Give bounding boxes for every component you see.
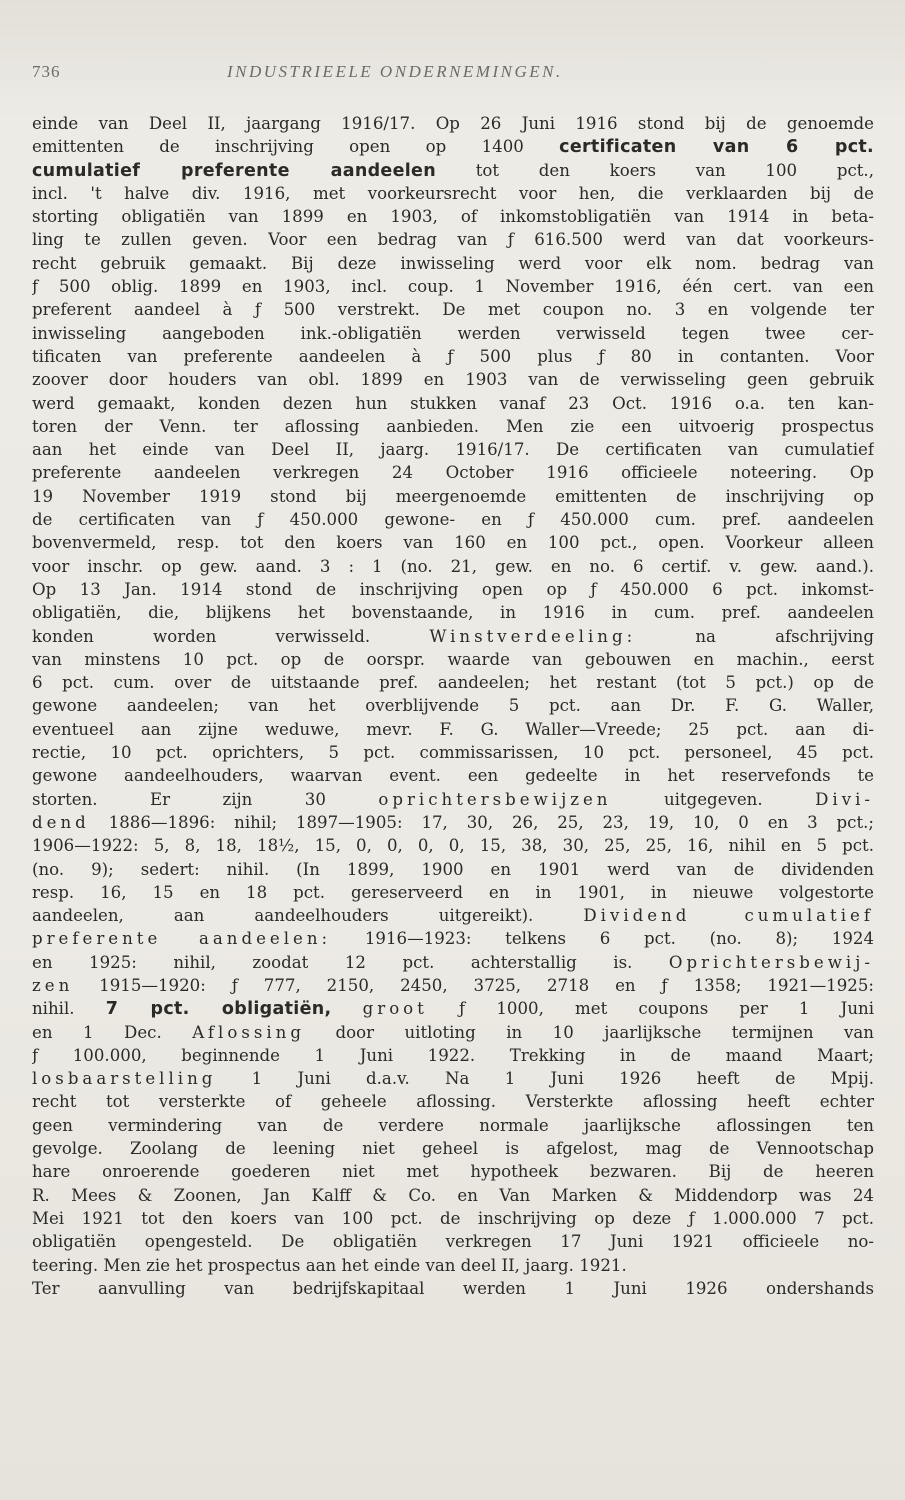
text-line [32, 1230, 874, 1253]
spaced-term: Aflossing [192, 1022, 305, 1042]
text-segment: door uitloting in 10 jaarlijksche termijnen van [304, 1022, 874, 1042]
text-line [32, 951, 874, 974]
text-segment: tificaten van preferente aandeelen à ƒ 500 plus ƒ 80 in contanten. Voor [32, 346, 874, 366]
text-segment: aandeelen, aan aandeelhouders uitgereikt). [32, 906, 584, 926]
text-line [32, 1207, 874, 1230]
text-line [32, 718, 874, 741]
text-line [32, 601, 874, 624]
text-line [32, 741, 874, 764]
text-segment: hare onroerende goederen niet met hypotheek bezwaren. Bij de heeren [32, 1162, 874, 1182]
text-segment: resp. 16, 15 en 18 pct. gereserveerd en in 1901, in nieuwe volgestorte [32, 882, 874, 902]
text-line [32, 927, 874, 950]
text-segment [331, 999, 362, 1018]
text-segment: en 1 Dec. [32, 1022, 193, 1042]
spaced-term: oprichtersbewijzen [378, 789, 612, 809]
text-segment: inwisseling aangeboden ink.-obligatiën werden verwisseld tegen twee cer- [32, 323, 874, 343]
body-text [32, 112, 874, 1300]
text-line [32, 345, 874, 368]
spaced-term: losbaarstelling [32, 1069, 217, 1089]
text-segment: recht gebruik gemaakt. Bij deze inwisseling werd voor elk nom. bedrag van [32, 253, 874, 273]
text-segment: storting obligatiën van 1899 en 1903, of inkomstobligatiën van 1914 in beta- [32, 207, 874, 227]
text-segment: toren der Venn. ter aflossing aanbieden. Men zie een uitvoerig prospectus [32, 416, 874, 436]
bold-heading: 7 pct. obligatiën, [105, 999, 332, 1020]
text-line [32, 438, 874, 461]
text-line [32, 811, 874, 834]
text-segment: geen vermindering van de verdere normale jaarlijksche aflossingen ten [32, 1115, 874, 1135]
text-segment: 1915—1920: ƒ 777, 2150, 2450, 3725, 2718 en ƒ 1358; 1921—1925: [73, 975, 874, 995]
page-header [32, 62, 873, 88]
text-line [32, 461, 874, 484]
spaced-term: groot [362, 999, 428, 1019]
text-line [32, 858, 874, 881]
text-segment: (no. 9); sedert: nihil. (In 1899, 1900 en 1901 werd van de dividenden [32, 859, 874, 879]
text-line [32, 531, 874, 554]
text-line [32, 135, 874, 158]
text-line [32, 625, 874, 648]
text-line [32, 112, 874, 135]
text-segment: bovenvermeld, resp. tot den koers van 160 en 100 pct., open. Voorkeur alleen [32, 533, 874, 553]
text-segment: rectie, 10 pct. oprichters, 5 pct. commissarissen, 10 pct. personeel, 45 pct. [32, 743, 874, 763]
text-line [32, 182, 874, 205]
page-number: 736 [32, 62, 61, 81]
text-segment: 6 pct. cum. over de uitstaande pref. aandeelen; het restant (tot 5 pct.) op de [32, 673, 874, 693]
text-segment: gevolge. Zoolang de leening niet geheel is afgelost, mag de Vennootschap [32, 1139, 874, 1159]
text-segment: Ter aanvulling van bedrijfskapitaal werden 1 Juni 1926 ondershands [32, 1278, 874, 1298]
spaced-term: Winstverdeeling: [429, 626, 637, 646]
text-line [32, 648, 874, 671]
text-line [32, 1137, 874, 1160]
text-segment: 1916—1923: telkens 6 pct. (no. 8); 1924 [331, 929, 874, 949]
spaced-term: zen [32, 975, 74, 995]
text-segment: storten. Er zijn 30 [32, 789, 379, 809]
spaced-term: Divi- [815, 789, 874, 809]
text-line [32, 694, 874, 717]
bold-heading: cumulatief preferente aandeelen [32, 160, 436, 181]
text-segment: konden worden verwisseld. [32, 626, 430, 646]
running-title: INDUSTRIEELE ONDERNEMINGEN. [227, 62, 563, 81]
text-line [32, 485, 874, 508]
text-line [32, 1184, 874, 1207]
text-line [32, 834, 874, 857]
text-segment: uitgegeven. [611, 789, 816, 809]
text-segment: ƒ 500 oblig. 1899 en 1903, incl. coup. 1 November 1916, één cert. van een [32, 277, 874, 297]
text-line [32, 1160, 874, 1183]
text-segment: incl. 't halve div. 1916, met voorkeursrecht voor hen, die verklaarden bij de [32, 183, 874, 203]
spaced-term: Oprichtersbewij- [668, 952, 874, 972]
text-segment: obligatiën, die, blijkens het bovenstaande, in 1916 in cum. pref. aandeelen [32, 603, 874, 623]
text-segment: recht tot versterkte of geheele aflossing. Versterkte aflossing heeft echter [32, 1092, 874, 1112]
text-line [32, 1277, 874, 1300]
text-segment: ƒ 1000, met coupons per 1 Juni [427, 999, 874, 1019]
text-line [32, 764, 874, 787]
spaced-term: preferente aandeelen: [32, 929, 332, 949]
text-segment: R. Mees & Zoonen, Jan Kalff & Co. en Van Marken & Middendorp was 24 [32, 1185, 874, 1205]
text-line [32, 1067, 874, 1090]
text-segment: preferent aandeel à ƒ 500 verstrekt. De met coupon no. 3 en volgende ter [32, 300, 874, 320]
text-segment: tot den koers van 100 pct., [435, 160, 874, 180]
spaced-term: dend [32, 812, 90, 832]
text-segment: werd gemaakt, konden dezen hun stukken vanaf 23 Oct. 1916 o.a. ten kan- [32, 393, 874, 413]
text-line [32, 1044, 874, 1067]
text-segment: van minstens 10 pct. op de oorspr. waarde van gebouwen en machin., eerst [32, 649, 874, 669]
text-segment: preferente aandeelen verkregen 24 October 1916 officieele noteering. Op [32, 463, 874, 483]
text-line [32, 881, 874, 904]
text-line [32, 1254, 874, 1277]
text-line [32, 508, 874, 531]
text-line [32, 788, 874, 811]
text-segment: gewone aandeelen; van het overblijvende 5 pct. aan Dr. F. G. Waller, [32, 696, 874, 716]
text-line [32, 322, 874, 345]
text-line [32, 997, 874, 1020]
text-line [32, 298, 874, 321]
text-segment: obligatiën opengesteld. De obligatiën verkregen 17 Juni 1921 officieele no- [32, 1232, 874, 1252]
text-segment: 19 November 1919 stond bij meergenoemde emittenten de inschrijving op [32, 486, 874, 506]
text-segment: nihil. [32, 999, 106, 1019]
text-line [32, 1090, 874, 1113]
text-segment: ƒ 100.000, beginnende 1 Juni 1922. Trekking in de maand Maart; [32, 1045, 874, 1065]
text-line [32, 1021, 874, 1044]
text-segment: zoover door houders van obl. 1899 en 1903 van de verwisseling geen gebruik [32, 370, 874, 390]
text-segment: 1886—1896: nihil; 1897—1905: 17, 30, 26, 25, 23, 19, 10, 0 en 3 pct.; [89, 812, 874, 832]
text-segment: einde van Deel II, jaargang 1916/17. Op 26 Juni 1916 stond bij de genoemde [32, 114, 874, 133]
text-line [32, 578, 874, 601]
text-segment: de certificaten van ƒ 450.000 gewone- en ƒ 450.000 cum. pref. aandeelen [32, 510, 874, 530]
text-segment: aan het einde van Deel II, jaarg. 1916/17. De certificaten van cumulatief [32, 440, 874, 460]
text-segment: Mei 1921 tot den koers van 100 pct. de inschrijving op deze ƒ 1.000.000 7 pct. [32, 1208, 874, 1228]
text-segment: gewone aandeelhouders, waarvan event. een gedeelte in het reservefonds te [32, 766, 874, 786]
text-line [32, 159, 874, 182]
text-segment: na afschrijving [636, 626, 874, 646]
text-line [32, 205, 874, 228]
text-line [32, 368, 874, 391]
text-line [32, 671, 874, 694]
text-line [32, 555, 874, 578]
text-segment: emittenten de inschrijving open op 1400 [32, 137, 560, 157]
text-segment: voor inschr. op gew. aand. 3 : 1 (no. 21, gew. en no. 6 certif. v. gew. aand.). [32, 556, 874, 576]
text-line [32, 904, 874, 927]
text-segment: teering. Men zie het prospectus aan het einde van deel II, jaarg. 1921. [32, 1255, 627, 1275]
text-segment: ling te zullen geven. Voor een bedrag van ƒ 616.500 werd van dat voorkeurs- [32, 230, 874, 250]
text-segment: 1906—1922: 5, 8, 18, 18½, 15, 0, 0, 0, 0, 15, 38, 30, 25, 25, 16, nihil en 5 pct. [32, 836, 874, 856]
text-segment: en 1925: nihil, zoodat 12 pct. achterstallig is. [32, 952, 669, 972]
text-line [32, 974, 874, 997]
bold-heading: certificaten van 6 pct. [559, 137, 874, 158]
text-segment: eventueel aan zijne weduwe, mevr. F. G. Waller—Vreede; 25 pct. aan di- [32, 719, 874, 739]
text-line [32, 252, 874, 275]
text-segment: 1 Juni d.a.v. Na 1 Juni 1926 heeft de Mpij. [216, 1069, 874, 1089]
text-line [32, 228, 874, 251]
text-line [32, 392, 874, 415]
text-segment: Op 13 Jan. 1914 stond de inschrijving open op ƒ 450.000 6 pct. inkomst- [32, 579, 874, 599]
spaced-term: Dividend cumulatief [583, 906, 874, 926]
text-line [32, 275, 874, 298]
text-line [32, 1114, 874, 1137]
text-line [32, 415, 874, 438]
